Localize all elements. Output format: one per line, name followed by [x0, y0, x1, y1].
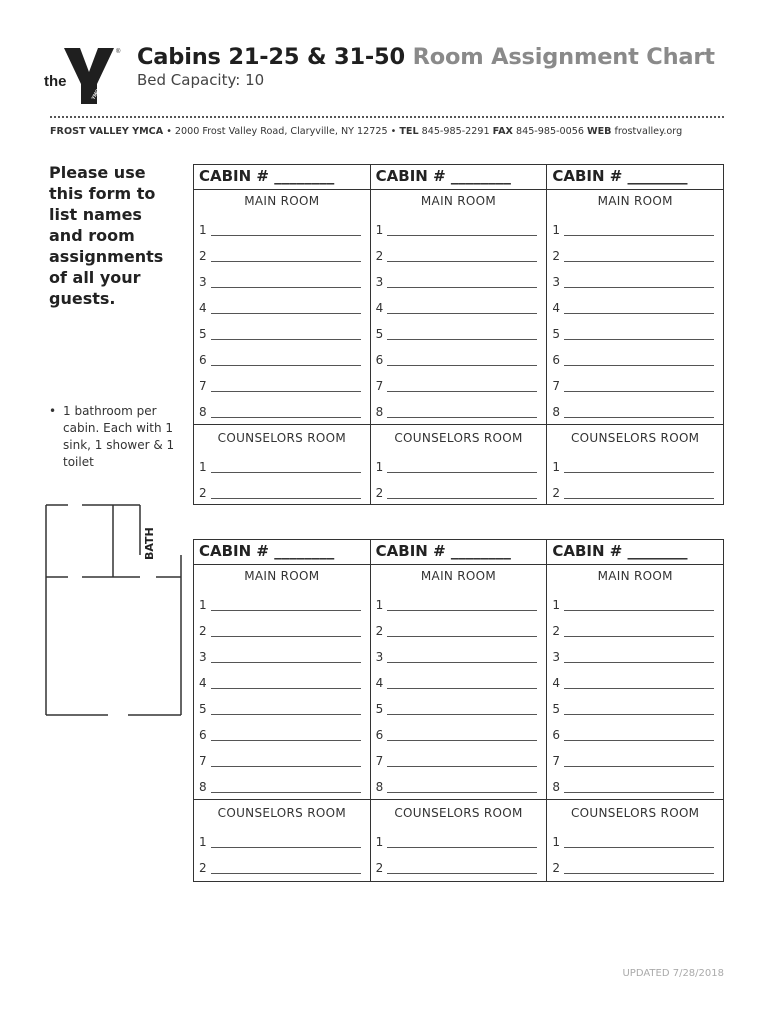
- line-number: 2: [199, 624, 207, 638]
- name-blank[interactable]: [564, 498, 714, 499]
- line-number: 3: [375, 650, 384, 664]
- name-blank[interactable]: [387, 714, 537, 715]
- cabin-floor-plan: [40, 495, 190, 720]
- web-value: frostvalley.org: [614, 126, 683, 137]
- cabin-column: [194, 540, 371, 881]
- line-number: 2: [552, 486, 560, 500]
- name-blank[interactable]: [211, 391, 361, 392]
- main-room-name-line[interactable]: [194, 773, 370, 799]
- name-blank[interactable]: [564, 610, 714, 611]
- logo-small: YMCA: [90, 85, 104, 101]
- main-room-name-line[interactable]: [371, 695, 547, 721]
- name-blank[interactable]: [387, 610, 537, 611]
- line-number: 7: [199, 379, 207, 393]
- cabin-column: [371, 165, 548, 504]
- name-blank[interactable]: [387, 498, 537, 499]
- line-number: 2: [375, 249, 384, 263]
- name-blank[interactable]: [564, 235, 714, 236]
- counselor-name-line[interactable]: [194, 854, 370, 880]
- main-room-label: MAIN ROOM: [244, 569, 320, 583]
- main-room-name-line[interactable]: [547, 721, 723, 747]
- name-blank[interactable]: [211, 339, 361, 340]
- cabin-table-top: [193, 164, 724, 505]
- line-number: 3: [552, 650, 560, 664]
- main-room-name-line[interactable]: [194, 346, 370, 372]
- main-room-name-line[interactable]: [547, 747, 723, 773]
- line-number: 2: [375, 624, 384, 638]
- name-blank[interactable]: [211, 417, 361, 418]
- main-room-name-line[interactable]: [371, 372, 547, 398]
- line-number: 5: [375, 702, 384, 716]
- name-blank[interactable]: [387, 873, 537, 874]
- name-blank[interactable]: [211, 365, 361, 366]
- line-number: 3: [199, 275, 207, 289]
- line-number: 7: [552, 754, 560, 768]
- main-room-name-line[interactable]: [371, 294, 547, 320]
- line-number: 5: [552, 327, 560, 341]
- main-room-name-line[interactable]: [547, 398, 723, 424]
- line-number: 1: [375, 223, 384, 237]
- main-room-name-line[interactable]: [547, 591, 723, 617]
- name-blank[interactable]: [564, 714, 714, 715]
- line-number: 5: [199, 702, 207, 716]
- main-room-name-line[interactable]: [371, 669, 547, 695]
- counselors-room-section: [194, 424, 370, 505]
- page-title: [137, 44, 715, 70]
- dotted-divider: [50, 116, 724, 118]
- main-room-name-line[interactable]: [194, 216, 370, 242]
- name-blank[interactable]: [564, 740, 714, 741]
- cabin-column: [547, 540, 723, 881]
- main-room-name-line[interactable]: [194, 372, 370, 398]
- name-blank[interactable]: [211, 498, 361, 499]
- counselors-room-label: COUNSELORS ROOM: [571, 431, 700, 445]
- main-room-name-line[interactable]: [371, 721, 547, 747]
- counselors-room-label: COUNSELORS ROOM: [571, 806, 700, 820]
- counselors-room-section: [194, 799, 370, 880]
- name-blank[interactable]: [211, 740, 361, 741]
- name-blank[interactable]: [211, 688, 361, 689]
- line-number: 8: [375, 405, 384, 419]
- bed-capacity: Bed Capacity: 10: [137, 71, 265, 89]
- counselors-room-section: [547, 424, 723, 505]
- web-label: WEB: [587, 126, 612, 137]
- line-number: 6: [375, 353, 384, 367]
- name-blank[interactable]: [564, 688, 714, 689]
- line-number: 5: [199, 327, 207, 341]
- line-number: 1: [199, 598, 207, 612]
- main-room-name-line[interactable]: [194, 695, 370, 721]
- line-number: 5: [552, 702, 560, 716]
- line-number: 8: [552, 405, 560, 419]
- name-blank[interactable]: [387, 472, 537, 473]
- counselor-name-line[interactable]: [371, 854, 547, 880]
- line-number: 8: [199, 405, 207, 419]
- counselor-name-line[interactable]: [547, 854, 723, 880]
- name-blank[interactable]: [211, 261, 361, 262]
- name-blank[interactable]: [211, 847, 361, 848]
- line-number: 1: [552, 223, 560, 237]
- updated-date: UPDATED 7/28/2018: [622, 968, 724, 979]
- cabin-number-field[interactable]: CABIN # ________: [194, 165, 370, 190]
- main-room-name-line[interactable]: [547, 242, 723, 268]
- name-blank[interactable]: [564, 417, 714, 418]
- main-room-name-line[interactable]: [194, 294, 370, 320]
- tel-value: 845-985-2291: [421, 126, 490, 137]
- counselor-name-line[interactable]: [547, 828, 723, 854]
- line-number: 4: [199, 301, 207, 315]
- cabin-column: [547, 165, 723, 504]
- tel-label: TEL: [399, 126, 419, 137]
- main-room-name-line[interactable]: [371, 242, 547, 268]
- counselor-name-line[interactable]: [194, 479, 370, 505]
- counselor-name-line[interactable]: [371, 828, 547, 854]
- line-number: 1: [199, 223, 207, 237]
- name-blank[interactable]: [211, 235, 361, 236]
- line-number: 4: [199, 676, 207, 690]
- counselor-name-line[interactable]: [194, 453, 370, 479]
- name-blank[interactable]: [564, 472, 714, 473]
- main-room-name-line[interactable]: [371, 216, 547, 242]
- main-room-name-line[interactable]: [194, 721, 370, 747]
- name-blank[interactable]: [387, 235, 537, 236]
- main-room-name-line[interactable]: [371, 617, 547, 643]
- line-number: 3: [552, 275, 560, 289]
- name-blank[interactable]: [564, 636, 714, 637]
- counselor-name-line[interactable]: [371, 453, 547, 479]
- name-blank[interactable]: [211, 636, 361, 637]
- name-blank[interactable]: [211, 792, 361, 793]
- line-number: 2: [199, 486, 207, 500]
- main-room-name-line[interactable]: [547, 669, 723, 695]
- counselors-room-section: [547, 799, 723, 880]
- main-room-name-line[interactable]: [371, 591, 547, 617]
- main-room-name-line[interactable]: [371, 268, 547, 294]
- address-line: [50, 126, 682, 137]
- counselor-name-line[interactable]: [194, 828, 370, 854]
- instructions: Please use this form to list names and room assignments of all your guests.: [49, 163, 164, 308]
- ymca-logo: [42, 44, 124, 106]
- name-blank[interactable]: [387, 740, 537, 741]
- name-blank[interactable]: [387, 261, 537, 262]
- main-room-name-line[interactable]: [194, 242, 370, 268]
- counselors-room-section: [371, 424, 547, 505]
- main-room-name-line[interactable]: [371, 773, 547, 799]
- cabin-number-field[interactable]: CABIN # ________: [371, 540, 547, 565]
- main-room-name-line[interactable]: [371, 320, 547, 346]
- main-room-label: MAIN ROOM: [597, 569, 673, 583]
- line-number: 3: [199, 650, 207, 664]
- main-room-name-line[interactable]: [371, 643, 547, 669]
- line-number: 4: [552, 676, 560, 690]
- name-blank[interactable]: [387, 792, 537, 793]
- line-number: 2: [552, 249, 560, 263]
- name-blank[interactable]: [387, 847, 537, 848]
- name-blank[interactable]: [211, 766, 361, 767]
- bath-note: [49, 403, 184, 471]
- line-number: 2: [375, 861, 384, 875]
- main-room-name-line[interactable]: [547, 643, 723, 669]
- bath-label: BATH: [143, 527, 156, 560]
- line-number: 1: [552, 460, 560, 474]
- bath-note-text: 1 bathroom per cabin. Each with 1 sink, 1 shower & 1 toilet: [63, 404, 175, 469]
- line-number: 7: [375, 754, 384, 768]
- svg-text:®: ®: [116, 49, 121, 55]
- name-blank[interactable]: [211, 313, 361, 314]
- main-room-name-line[interactable]: [194, 268, 370, 294]
- line-number: 2: [199, 249, 207, 263]
- line-number: 7: [199, 754, 207, 768]
- name-blank[interactable]: [564, 792, 714, 793]
- name-blank[interactable]: [211, 610, 361, 611]
- line-number: 2: [552, 861, 560, 875]
- counselor-name-line[interactable]: [547, 453, 723, 479]
- line-number: 1: [552, 598, 560, 612]
- line-number: 1: [199, 460, 207, 474]
- counselors-room-section: [371, 799, 547, 880]
- name-blank[interactable]: [564, 873, 714, 874]
- counselor-name-line[interactable]: [547, 479, 723, 505]
- name-blank[interactable]: [564, 365, 714, 366]
- cabin-column: [194, 165, 371, 504]
- main-room-name-line[interactable]: [194, 617, 370, 643]
- title-chart: Room Assignment Chart: [412, 44, 715, 70]
- name-blank[interactable]: [387, 287, 537, 288]
- main-room-name-line[interactable]: [547, 320, 723, 346]
- logo-word: the: [44, 73, 67, 90]
- main-room-label: MAIN ROOM: [597, 194, 673, 208]
- main-room-label: MAIN ROOM: [420, 194, 497, 208]
- name-blank[interactable]: [564, 847, 714, 848]
- name-blank[interactable]: [564, 391, 714, 392]
- line-number: 8: [552, 780, 560, 794]
- address-org: FROST VALLEY YMCA: [50, 126, 164, 137]
- line-number: 6: [552, 728, 560, 742]
- line-number: 7: [552, 379, 560, 393]
- cabin-column: [371, 540, 548, 881]
- main-room-name-line[interactable]: [194, 591, 370, 617]
- name-blank[interactable]: [387, 391, 537, 392]
- name-blank[interactable]: [387, 365, 537, 366]
- name-blank[interactable]: [387, 636, 537, 637]
- main-room-name-line[interactable]: [194, 398, 370, 424]
- main-room-label: MAIN ROOM: [420, 569, 497, 583]
- name-blank[interactable]: [564, 766, 714, 767]
- name-blank[interactable]: [564, 662, 714, 663]
- name-blank[interactable]: [211, 714, 361, 715]
- cabin-number-field[interactable]: CABIN # ________: [547, 165, 723, 190]
- cabin-number-field[interactable]: CABIN # ________: [547, 540, 723, 565]
- fax-value: 845-985-0056: [516, 126, 584, 137]
- line-number: 6: [199, 353, 207, 367]
- name-blank[interactable]: [564, 287, 714, 288]
- line-number: 5: [375, 327, 384, 341]
- main-room-name-line[interactable]: [371, 747, 547, 773]
- line-number: 3: [375, 275, 384, 289]
- name-blank[interactable]: [564, 339, 714, 340]
- line-number: 2: [552, 624, 560, 638]
- cabin-table-bottom: [193, 539, 724, 882]
- counselors-room-label: COUNSELORS ROOM: [394, 806, 523, 820]
- main-room-name-line[interactable]: [194, 643, 370, 669]
- main-room-name-line[interactable]: [194, 320, 370, 346]
- line-number: 2: [375, 486, 384, 500]
- name-blank[interactable]: [387, 339, 537, 340]
- cabin-number-field[interactable]: CABIN # ________: [194, 540, 370, 565]
- line-number: 1: [375, 460, 384, 474]
- name-blank[interactable]: [211, 873, 361, 874]
- main-room-name-line[interactable]: [547, 773, 723, 799]
- counselors-room-label: COUNSELORS ROOM: [217, 431, 346, 445]
- line-number: 1: [375, 598, 384, 612]
- line-number: 4: [375, 676, 384, 690]
- name-blank[interactable]: [564, 313, 714, 314]
- main-room-name-line[interactable]: [547, 617, 723, 643]
- line-number: 6: [552, 353, 560, 367]
- main-room-name-line[interactable]: [194, 747, 370, 773]
- line-number: 6: [375, 728, 384, 742]
- line-number: 2: [199, 861, 207, 875]
- name-blank[interactable]: [211, 287, 361, 288]
- line-number: 8: [375, 780, 384, 794]
- counselors-room-label: COUNSELORS ROOM: [217, 806, 346, 820]
- line-number: 1: [552, 835, 560, 849]
- line-number: 4: [375, 301, 384, 315]
- main-room-name-line[interactable]: [547, 695, 723, 721]
- name-blank[interactable]: [564, 261, 714, 262]
- line-number: 7: [375, 379, 384, 393]
- name-blank[interactable]: [387, 417, 537, 418]
- line-number: 6: [199, 728, 207, 742]
- main-room-name-line[interactable]: [547, 294, 723, 320]
- line-number: 4: [552, 301, 560, 315]
- line-number: 1: [199, 835, 207, 849]
- main-room-name-line[interactable]: [547, 216, 723, 242]
- name-blank[interactable]: [387, 688, 537, 689]
- main-room-name-line[interactable]: [371, 346, 547, 372]
- main-room-name-line[interactable]: [547, 372, 723, 398]
- name-blank[interactable]: [387, 313, 537, 314]
- title-cabins: Cabins 21-25 & 31-50: [137, 44, 405, 70]
- counselors-room-label: COUNSELORS ROOM: [394, 431, 523, 445]
- fax-label: FAX: [492, 126, 513, 137]
- address-street: • 2000 Frost Valley Road, Claryville, NY 12725 •: [166, 126, 397, 137]
- main-room-label: MAIN ROOM: [244, 194, 320, 208]
- cabin-number-field[interactable]: CABIN # ________: [371, 165, 547, 190]
- counselor-name-line[interactable]: [371, 479, 547, 505]
- name-blank[interactable]: [211, 472, 361, 473]
- main-room-name-line[interactable]: [371, 398, 547, 424]
- line-number: 8: [199, 780, 207, 794]
- line-number: 1: [375, 835, 384, 849]
- bullet-icon: •: [49, 404, 57, 418]
- name-blank[interactable]: [387, 766, 537, 767]
- main-room-name-line[interactable]: [547, 268, 723, 294]
- main-room-name-line[interactable]: [194, 669, 370, 695]
- name-blank[interactable]: [387, 662, 537, 663]
- name-blank[interactable]: [211, 662, 361, 663]
- ymca-y-mark: [64, 48, 114, 104]
- main-room-name-line[interactable]: [547, 346, 723, 372]
